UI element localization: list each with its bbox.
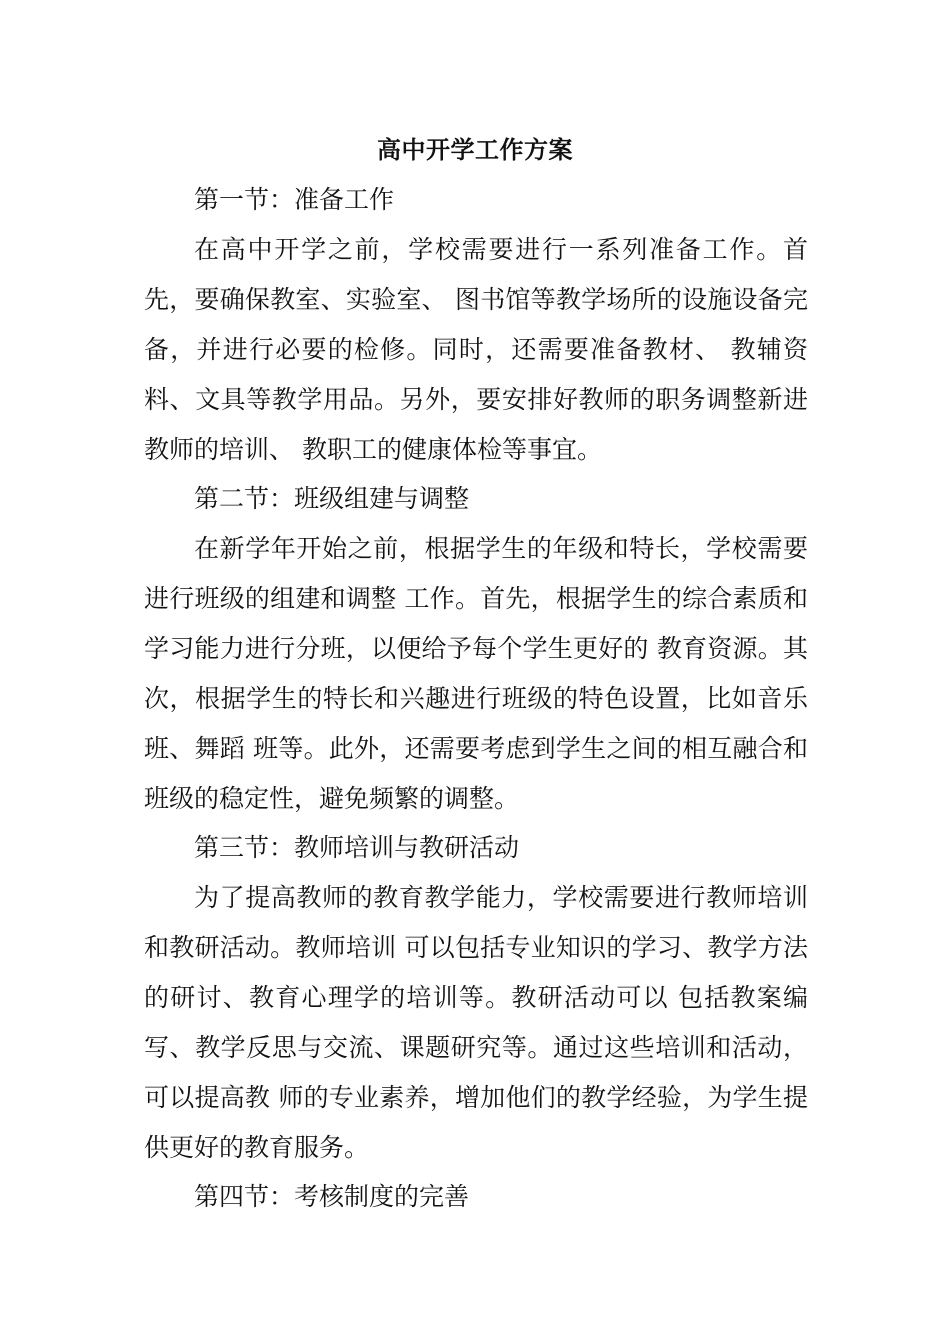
section-body-2: 在新学年开始之前，根据学生的年级和特长，学校需要进行班级的组建和调整 工作。首先，根据学生的综合素质和学习能力进行分班，以便给予每个学生更好的 教育资源。其次，根据学生的特长和兴趣进行班级的特色设置，比如音乐班、舞蹈 班等。此外，还需要考虑到学生之间的相互融合和班级的稳定性，避免频繁的调整。 xyxy=(144,534,808,813)
section-body-1: 在高中开学之前，学校需要进行一系列准备工作。首先，要确保教室、实验室、 图书馆等教学场所的设施设备完备，并进行必要的检修。同时，还需要准备教材、 教辅资料、文具等教学用品。另外，要安排好教师的职务调整新进教师的培训、 教职工的健康体检等事宜。 xyxy=(144,235,808,464)
section-heading-1: 第一节：准备工作 xyxy=(194,185,395,214)
document-title: 高中开学工作方案 xyxy=(377,136,573,164)
section-heading-3: 第三节：教师培训与教研活动 xyxy=(194,833,520,862)
section-heading-4: 第四节：考核制度的完善 xyxy=(194,1182,470,1211)
section-body-3: 为了提高教师的教育教学能力，学校需要进行教师培训和教研活动。教师培训 可以包括专业知识的学习、教学方法的研讨、教育心理学的培训等。教研活动可以 包括教案编写、教学反思与交流、课题研究等。通过这些培训和活动，可以提高教 师的专业素养，增加他们的教学经验，为学生提供更好的教育服务。 xyxy=(144,883,808,1162)
section-heading-2: 第二节：班级组建与调整 xyxy=(194,484,470,513)
